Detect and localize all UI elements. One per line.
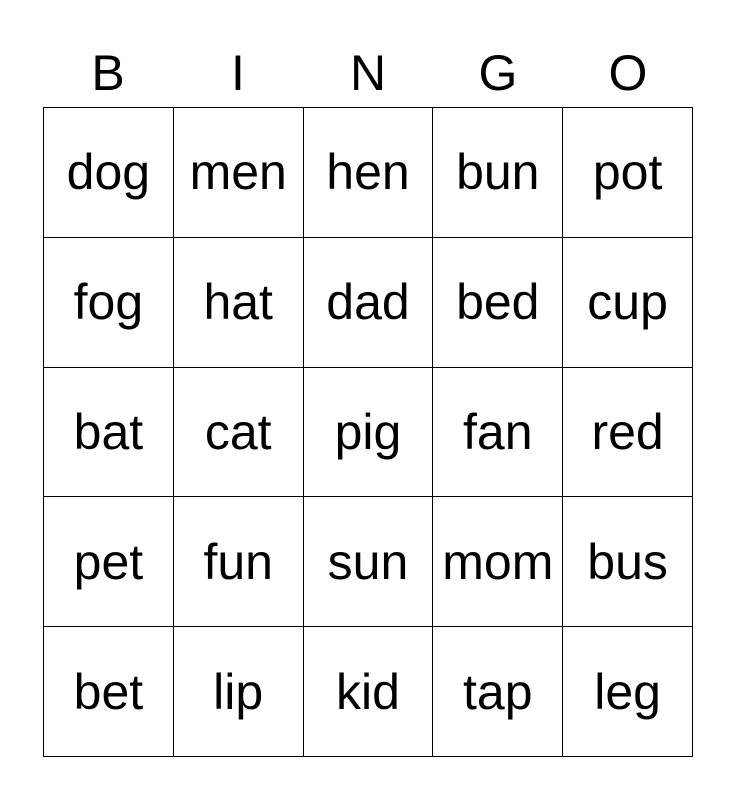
bingo-cell[interactable]: fog [44, 238, 174, 368]
header-letter-n: N [349, 45, 387, 101]
bingo-cell[interactable]: lip [174, 627, 304, 757]
bingo-cell[interactable]: hat [174, 238, 304, 368]
bingo-cell[interactable]: bed [433, 238, 563, 368]
header-letter-i: I [231, 45, 245, 101]
bingo-cell[interactable]: bus [563, 497, 693, 627]
bingo-cell[interactable]: hen [304, 108, 434, 238]
bingo-cell[interactable]: bet [44, 627, 174, 757]
bingo-cell[interactable]: pig [304, 368, 434, 498]
bingo-card-grid [43, 107, 693, 757]
bingo-cell[interactable]: bun [433, 108, 563, 238]
bingo-cell[interactable]: men [174, 108, 304, 238]
bingo-cell[interactable]: red [563, 368, 693, 498]
bingo-cell[interactable]: dad [304, 238, 434, 368]
bingo-cell[interactable]: cat [174, 368, 304, 498]
header-letter-g: G [478, 45, 518, 101]
bingo-cell[interactable]: fan [433, 368, 563, 498]
bingo-cell[interactable]: sun [304, 497, 434, 627]
bingo-cell[interactable]: fun [174, 497, 304, 627]
bingo-cell[interactable]: mom [433, 497, 563, 627]
bingo-header [43, 40, 693, 106]
bingo-cell[interactable]: dog [44, 108, 174, 238]
header-letter-b: B [91, 45, 125, 101]
bingo-cell[interactable]: leg [563, 627, 693, 757]
header-letter-o: O [608, 45, 648, 101]
bingo-cell[interactable]: pet [44, 497, 174, 627]
bingo-cell[interactable]: bat [44, 368, 174, 498]
bingo-cell[interactable]: kid [304, 627, 434, 757]
bingo-cell[interactable]: cup [563, 238, 693, 368]
bingo-cell[interactable]: tap [433, 627, 563, 757]
bingo-cell[interactable]: pot [563, 108, 693, 238]
